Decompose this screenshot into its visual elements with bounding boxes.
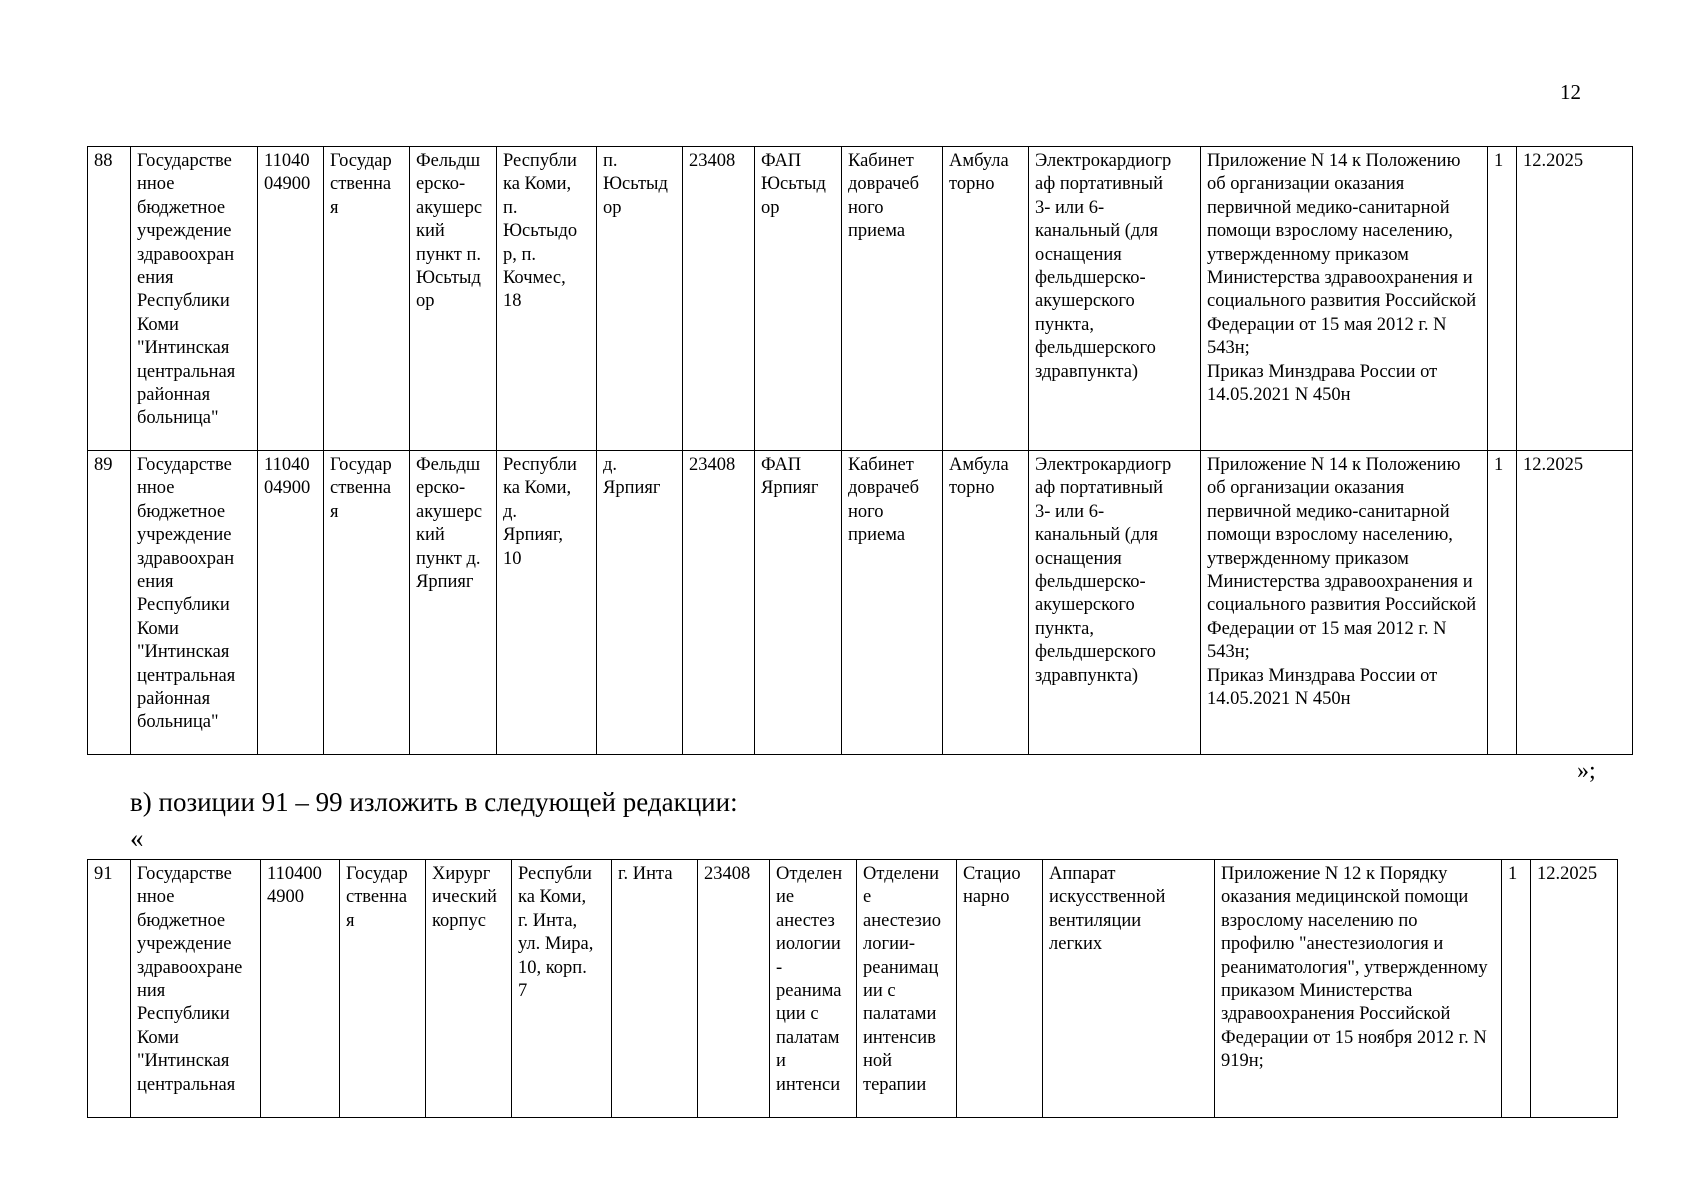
cell-room: Отделени е анестезио логии- реанимац ии с палатами интенсив ной терапии — [857, 860, 957, 1118]
cell-room: Кабинет доврачеб ного приема — [842, 451, 943, 755]
cell-room: Кабинет доврачеб ного приема — [842, 147, 943, 451]
amendment-heading: в) позиции 91 – 99 изложить в следующей редакции: — [130, 787, 738, 817]
cell-care-type: Амбула торно — [943, 147, 1029, 451]
cell-legal-basis: Приложение N 14 к Положению об организации оказания первичной медико-санитарной помощи взрослому населению, утвержденному приказом Министерства здравоохранения и социального развития Российской Федерации от 15 мая 2012 г. N 543н; Приказ Минздрава России от 14.05.2021 N 450н — [1201, 451, 1488, 755]
cell-date: 12.2025 — [1517, 147, 1633, 451]
cell-building: Фельдш ерско- акушерс кий пункт п. Юсьтыд ор — [410, 147, 497, 451]
opening-quote: « — [130, 823, 144, 853]
cell-legal-basis: Приложение N 12 к Порядку оказания медицинской помощи взрослому населению по профилю "анестезиология и реаниматология", утвержденному приказом Министерства здравоохранения Российской Федерации от 15 ноября 2012 г. N 919н; — [1215, 860, 1502, 1118]
cell-oktmo: 23408 — [683, 147, 755, 451]
cell-organization: Государстве нное бюджетное учреждение здравоохран ения Республики Коми "Интинская центральная районная больница" — [131, 147, 258, 451]
cell-equipment: Электрокардиогр аф портативный 3- или 6- канальный (для оснащения фельдшерско- акушерского пункта, фельдшерского здравпункта) — [1029, 147, 1201, 451]
cell-locality: г. Инта — [612, 860, 698, 1118]
cell-code: 110400 4900 — [261, 860, 340, 1118]
cell-care-type: Стацио нарно — [957, 860, 1043, 1118]
cell-unit: ФАП Юсьтыд ор — [755, 147, 842, 451]
cell-equipment: Электрокардиогр аф портативный 3- или 6- канальный (для оснащения фельдшерско- акушерского пункта, фельдшерского здравпункта) — [1029, 451, 1201, 755]
cell-number: 91 — [88, 860, 131, 1118]
cell-unit: Отделен ие анестез иологии - реанима ции с палатам и интенси — [770, 860, 857, 1118]
cell-locality: п. Юсьтыд ор — [597, 147, 683, 451]
cell-address: Республи ка Коми, г. Инта, ул. Мира, 10, корп. 7 — [512, 860, 612, 1118]
table-row — [88, 860, 1618, 1118]
cell-quantity: 1 — [1488, 451, 1517, 755]
cell-number: 88 — [88, 147, 131, 451]
cell-quantity: 1 — [1488, 147, 1517, 451]
cell-address: Республи ка Коми, д. Ярпияг, 10 — [497, 451, 597, 755]
cell-number: 89 — [88, 451, 131, 755]
table-row — [88, 147, 1633, 451]
cell-code: 11040 04900 — [258, 147, 324, 451]
cell-date: 12.2025 — [1517, 451, 1633, 755]
cell-locality: д. Ярпияг — [597, 451, 683, 755]
cell-oktmo: 23408 — [698, 860, 770, 1118]
cell-ownership: Государ ственна я — [324, 147, 410, 451]
cell-unit: ФАП Ярпияг — [755, 451, 842, 755]
table-row — [88, 451, 1633, 755]
equipment-table-continued — [87, 146, 1633, 755]
cell-quantity: 1 — [1502, 860, 1531, 1118]
cell-oktmo: 23408 — [683, 451, 755, 755]
cell-date: 12.2025 — [1531, 860, 1618, 1118]
cell-equipment: Аппарат искусственной вентиляции легких — [1043, 860, 1215, 1118]
equipment-table-new — [87, 859, 1618, 1118]
cell-organization: Государстве нное бюджетное учреждение здравоохране ния Республики Коми "Интинская центральная — [131, 860, 261, 1118]
cell-code: 11040 04900 — [258, 451, 324, 755]
cell-building: Хирург ический корпус — [426, 860, 512, 1118]
cell-ownership: Государ ственна я — [324, 451, 410, 755]
cell-legal-basis: Приложение N 14 к Положению об организации оказания первичной медико-санитарной помощи взрослому населению, утвержденному приказом Министерства здравоохранения и социального развития Российской Федерации от 15 мая 2012 г. N 543н; Приказ Минздрава России от 14.05.2021 N 450н — [1201, 147, 1488, 451]
cell-ownership: Государ ственна я — [340, 860, 426, 1118]
page-number: 12 — [1560, 80, 1581, 104]
cell-building: Фельдш ерско- акушерс кий пункт д. Ярпияг — [410, 451, 497, 755]
cell-organization: Государстве нное бюджетное учреждение здравоохран ения Республики Коми "Интинская центральная районная больница" — [131, 451, 258, 755]
closing-quote: »; — [1577, 758, 1596, 784]
cell-address: Республи ка Коми, п. Юсьтыдо р, п. Кочмес, 18 — [497, 147, 597, 451]
cell-care-type: Амбула торно — [943, 451, 1029, 755]
